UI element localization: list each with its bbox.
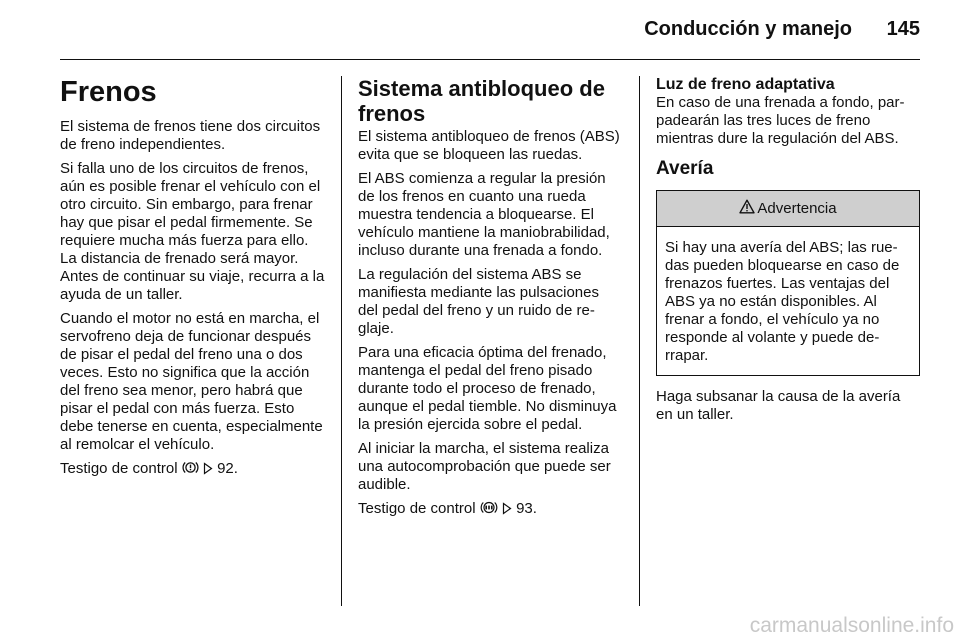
header-title: Conducción y manejo	[644, 18, 852, 40]
paragraph: Cuando el motor no está en marcha, el servofreno deja de funcionar después de pisar el pedal del freno una o dos veces. Esto no significa que la acción del freno sea menor, pero habrá que pisar el pedal con más fuerza. Esto debe tenerse en cuenta, especialmente al remolcar el vehículo.	[60, 310, 323, 453]
paragraph: Haga subsanar la causa de la avería en un taller.	[656, 388, 901, 423]
reference-text: Testigo de control	[60, 460, 178, 477]
warning-text: Si hay una avería del ABS; las ruedas pueden bloquearse en caso de frenazos fuertes. Las ventajas del ABS ya no están disponibles. Al frenar a fondo, el vehículo ya no responde al volante y puede derrapar.	[665, 239, 900, 364]
section-title: Frenos	[60, 76, 157, 108]
header-rule	[60, 59, 920, 60]
cross-reference	[60, 460, 325, 480]
subsection-title: Avería	[656, 158, 714, 179]
column-luz-freno	[656, 76, 920, 430]
warning-triangle-icon	[739, 199, 755, 218]
paragraph: Si falla uno de los circuitos de frenos, aún es posible frenar el vehículo con el otro circuito. Sin embargo, para frenar hay que pisar el pedal firmemente. Se requiere mucha más fuerza para ello. La distancia de frenado será mayor. Antes de continuar su viaje, recurra a la ayuda de un taller.	[60, 160, 325, 303]
page-header	[60, 0, 920, 60]
warning-box	[656, 190, 920, 376]
paragraph: La regulación del sistema ABS se manifiesta mediante las pulsaciones del pedal del freno y un ruido de reglaje.	[358, 266, 599, 337]
brake-warning-icon	[182, 460, 199, 480]
column-divider	[639, 76, 640, 606]
page-reference-arrow-icon	[203, 462, 213, 480]
paragraph: Al iniciar la marcha, el sistema realiza una autocomprobación que puede ser audible.	[358, 440, 611, 493]
column-abs	[358, 76, 623, 526]
column-frenos	[60, 76, 325, 486]
warning-title: Advertencia	[757, 200, 837, 217]
paragraph: El ABS comienza a regular la presión de los frenos en cuanto una rueda muestra tendencia a bloquearse. El vehículo mantiene la maniobrabilidad, incluso durante una frenada a fondo.	[358, 170, 610, 259]
reference-page: 92.	[217, 460, 238, 477]
page-reference-arrow-icon	[502, 502, 512, 520]
paragraph: El sistema antibloqueo de frenos (ABS) evita que se bloqueen las ruedas.	[358, 128, 620, 163]
section-title: Luz de freno adaptativa	[656, 76, 835, 93]
paragraph: Para una eficacia óptima del frenado, mantenga el pedal del freno pisado durante todo el proceso de frenado, aunque el pedal tiemble. No disminuya la presión ejercida sobre el pedal.	[358, 344, 617, 433]
abs-warning-icon	[480, 500, 498, 520]
cross-reference	[358, 500, 623, 520]
column-divider	[341, 76, 342, 606]
watermark: carmanualsonline.info	[749, 614, 954, 637]
section-title: Sistema antibloqueo de frenos	[358, 76, 605, 126]
paragraph: En caso de una frenada a fondo, parpadearán las tres luces de freno mientras dure la regulación del ABS.	[656, 94, 905, 147]
page-number: 145	[886, 18, 920, 40]
warning-body	[657, 227, 919, 375]
reference-text: Testigo de control	[358, 500, 476, 517]
reference-page: 93.	[516, 500, 537, 517]
warning-header	[657, 191, 919, 227]
paragraph: El sistema de frenos tiene dos circuitos de freno independientes.	[60, 118, 321, 153]
